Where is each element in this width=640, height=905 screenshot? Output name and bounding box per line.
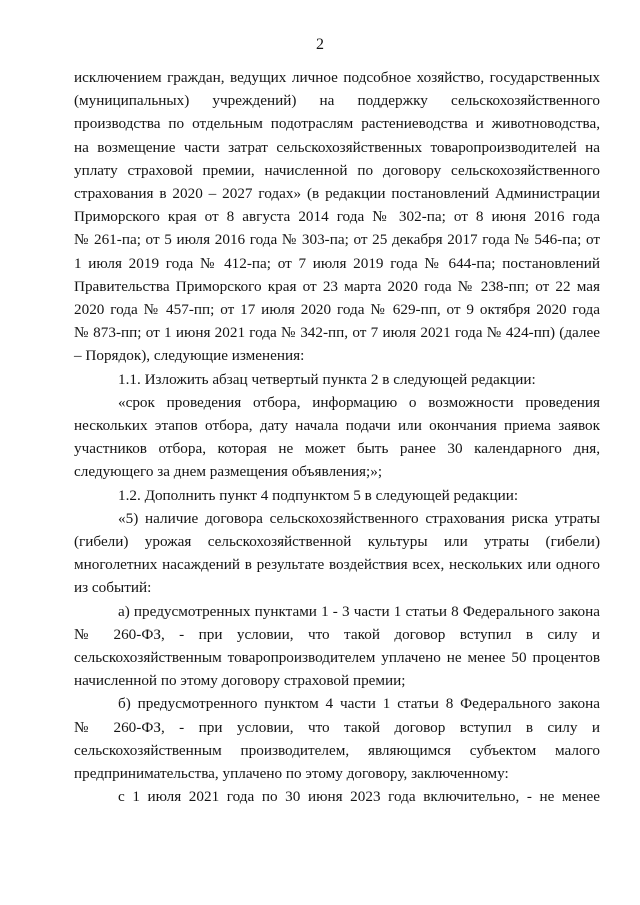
text-line: страхования в 2020 – 2027 годах» (в редакции постановлений Администрации (74, 185, 600, 203)
text-line: уплату страховой премии, начисленной по договору сельскохозяйственного (74, 161, 600, 179)
text-line: сельскохозяйственным производителем, являющимся субъектом малого (74, 741, 600, 759)
text-line: следующего за днем размещения объявления;»; (74, 463, 383, 481)
text-line: № 260-ФЗ, - при условии, что такой договор вступил в силу и (74, 625, 600, 643)
text-line: «срок проведения отбора, информацию о возможности проведения (118, 393, 600, 411)
text-line: 1.2. Дополнить пункт 4 подпунктом 5 в следующей редакции: (118, 486, 519, 504)
text-line: начисленной по этому договору страховой премии; (74, 672, 406, 690)
text-line: 2020 года № 457-пп; от 17 июля 2020 года № 629-пп, от 9 октября 2020 года (74, 301, 600, 319)
text-line: нескольких этапов отбора, дату начала подачи или окончания приема заявок (74, 417, 600, 435)
text-line: Правительства Приморского края от 23 марта 2020 года № 238-пп; от 22 мая (74, 277, 600, 295)
text-line: 1.1. Изложить абзац четвертый пункта 2 в следующей редакции: (118, 370, 536, 388)
text-line: сельскохозяйственным товаропроизводителем уплачено не менее 50 процентов (74, 649, 600, 667)
text-line: производства по отдельным подотраслям растениеводства и животноводства, (74, 115, 600, 133)
text-line: № 260-ФЗ, - при условии, что такой договор вступил в силу и (74, 718, 600, 736)
text-line: (гибели) урожая сельскохозяйственной культуры или утраты (гибели) (74, 533, 600, 551)
text-line: многолетних насаждений в результате воздействия всех, нескольких или одного (74, 556, 600, 574)
text-line: предпринимательства, уплачено по этому договору, заключенному: (74, 765, 509, 783)
page-number: 2 (316, 36, 324, 53)
text-line: б) предусмотренного пунктом 4 части 1 статьи 8 Федерального закона (118, 695, 600, 713)
text-line: исключением граждан, ведущих личное подсобное хозяйство, государственных (74, 69, 600, 86)
text-line: № 261-па; от 5 июля 2016 года № 303-па; от 25 декабря 2017 года № 546-па; от (74, 231, 600, 249)
text-line: с 1 июля 2021 года по 30 июня 2023 года включительно, - не менее (118, 788, 600, 806)
text-line: (муниципальных) учреждений) на поддержку сельскохозяйственного (74, 92, 600, 110)
text-line: на возмещение части затрат сельскохозяйственных товаропроизводителей на (74, 138, 600, 156)
text-line: «5) наличие договора сельскохозяйственного страхования риска утраты (118, 509, 600, 527)
text-line: – Порядок), следующие изменения: (74, 347, 305, 365)
text-line: № 873-пп; от 1 июня 2021 года № 342-пп, от 7 июля 2021 года № 424-пп) (далее (74, 324, 600, 342)
text-line: участников отбора, которая не может быть ранее 30 календарного дня, (74, 440, 600, 458)
text-line: 1 июля 2019 года № 412-па; от 7 июля 2019 года № 644-па; постановлений (74, 254, 600, 272)
text-line: а) предусмотренных пунктами 1 - 3 части 1 статьи 8 Федерального закона (118, 602, 600, 620)
text-line: из событий: (74, 579, 152, 597)
text-line: Приморского края от 8 августа 2014 года № 302-па; от 8 июня 2016 года (74, 208, 600, 226)
document-body (74, 66, 600, 809)
